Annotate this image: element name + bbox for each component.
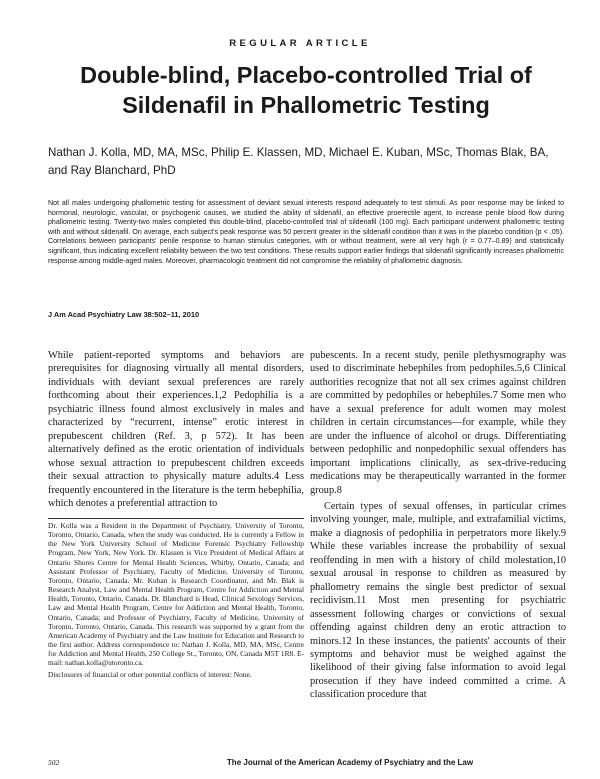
body-column-right [310, 349, 566, 702]
body-paragraph: While patient-reported symptoms and behaviors are prerequisites for diagnosing virtually all mental disorders, individuals with deviant sexual preferences are rarely forthcoming about their experiences.1,2 Pedophilia is a psychiatric illness found almost exclusively in males and characterized by “recurrent, intense” erotic interest in prepubescent children (Ref. 3, p 572). It has been alternatively defined as the erotic orientation of individuals whose sexual attraction to prepubescent children exceeds their sexual attraction to physically mature adults.4 Less frequently encountered in the literature is the term hebephilia, which denotes a preferential attraction to [48, 350, 304, 509]
body-paragraph: Certain types of sexual offenses, in particular crimes involving younger, male, multiple, and extrafamilial victims, make a diagnosis of pedophilia in perpetrators more likely.9 While these variables increase the probability of sexual reoffending in men with a history of child molestation,10 sexual arousal in response to children as measured by phallometry remains the single best predictor of sexual recidivism.11 Most men presenting for psychiatric assessment following charges or convictions of sexual offending against children deny an erotic attraction to minors.12 In these instances, the patients' accounts of their symptoms and behavior must be weighed against the likelihood of their giving false information to avoid legal prosecution if they have indeed committed a crime. A classification procedure that [310, 500, 566, 701]
article-title: Double-blind, Placebo-controlled Trial of Sildenafil in Phallometric Testing [80, 62, 532, 118]
article-type-label: REGULAR ARTICLE [229, 38, 371, 49]
citation: J Am Acad Psychiatry Law 38:502–11, 2010 [48, 310, 200, 319]
abstract: Not all males undergoing phallometric testing for assessment of deviant sexual interests respond adequately to test stimuli. As poor response may be linked to hormonal, neurologic, vascular, or psychogenic causes, we studied the ability of sildenafil, an effective proerectile agent, to increase penile blood flow during phallometric testing. Twenty-two males completed this double-blind, placebo-controlled trial of sildenafil (100 mg). Each participant underwent phallometric testing with and without sildenafil. On average, each subject's peak response was 50 percent greater in the sildenafil condition than it was in the placebo condition (p < .05). Correlations between participants' penile response to human stimulus categories, with or without treatment, were all very high (r = 0.77–0.89) and statistically significant, thus indicating excellent reliability between the two test conditions. These results support earlier findings that sildenafil significantly increases phallometric response among middle-aged males. Moreover, pharmacologic treatment did not compromise the reliability of phallometric diagnosis. [48, 200, 564, 265]
page-number: 502 [48, 758, 60, 767]
disclosures-footnote: Disclosures of financial or other potential conflicts of interest: None. [48, 670, 252, 679]
body-column-left [48, 349, 304, 510]
author-list: Nathan J. Kolla, MD, MA, MSc, Philip E. Klassen, MD, Michael E. Kuban, MSc, Thomas Blak, BA, and Ray Blanchard, PhD [48, 146, 549, 177]
footnote-divider [48, 518, 304, 519]
body-paragraph: pubescents. In a recent study, penile plethysmography was used to discriminate hebephiles from pedophiles.5,6 Clinical authorities recognize that not all sex crimes against children are committed by pedophiles or hebephiles.7 Some men who have a sexual preference for adult women may molest children in certain circumstances—for example, while they are under the influence of alcohol or drugs. Differentiating between pedophilic and nonpedophilic sexual offenders has important implications clinically, as sex-drive-reducing medications may be therapeutically warranted in the former group.8 [310, 350, 566, 496]
journal-name-footer: The Journal of the American Academy of Psychiatry and the Law [226, 758, 474, 767]
author-affiliations-footnote: Dr. Kolla was a Resident in the Department of Psychiatry, University of Toronto, Toronto, Ontario, Canada, when the study was conducted. He is currently a Fellow in the New York University School of Medicine Forensic Psychiatry Fellowship Program, New York, New York. Dr. Klassen is Vice President of Medical Affairs at Ontario Shores Centre for Mental Health Sciences, Whitby, Ontario, Canada; and Assistant Professor of Psychiatry, Faculty of Medicine, University of Toronto, Toronto, Ontario, Canada. Mr. Kuban is Research Coordinator, and Mr. Blak is Research Analyst, Law and Mental Health Program, Centre for Addiction and Mental Health, Toronto, Ontario, Canada. Dr. Blanchard is Head, Clinical Sexology Services, Law and Mental Health Program, Centre for Addiction and Mental Health, Toronto, Ontario, Canada; and Professor of Psychiatry, Faculty of Medicine, University of Toronto, Toronto, Ontario, Canada. This research was supported by a grant from the American Academy of Psychiatry and the Law Institute for Education and Research to the first author. Address correspondence to: Nathan J. Kolla, MD, MA, MSc, Centre for Addiction and Mental Health, 250 College St., Toronto, ON, Canada M5T 1R8. E-mail: nathan.kolla@utoronto.ca. [48, 521, 304, 668]
